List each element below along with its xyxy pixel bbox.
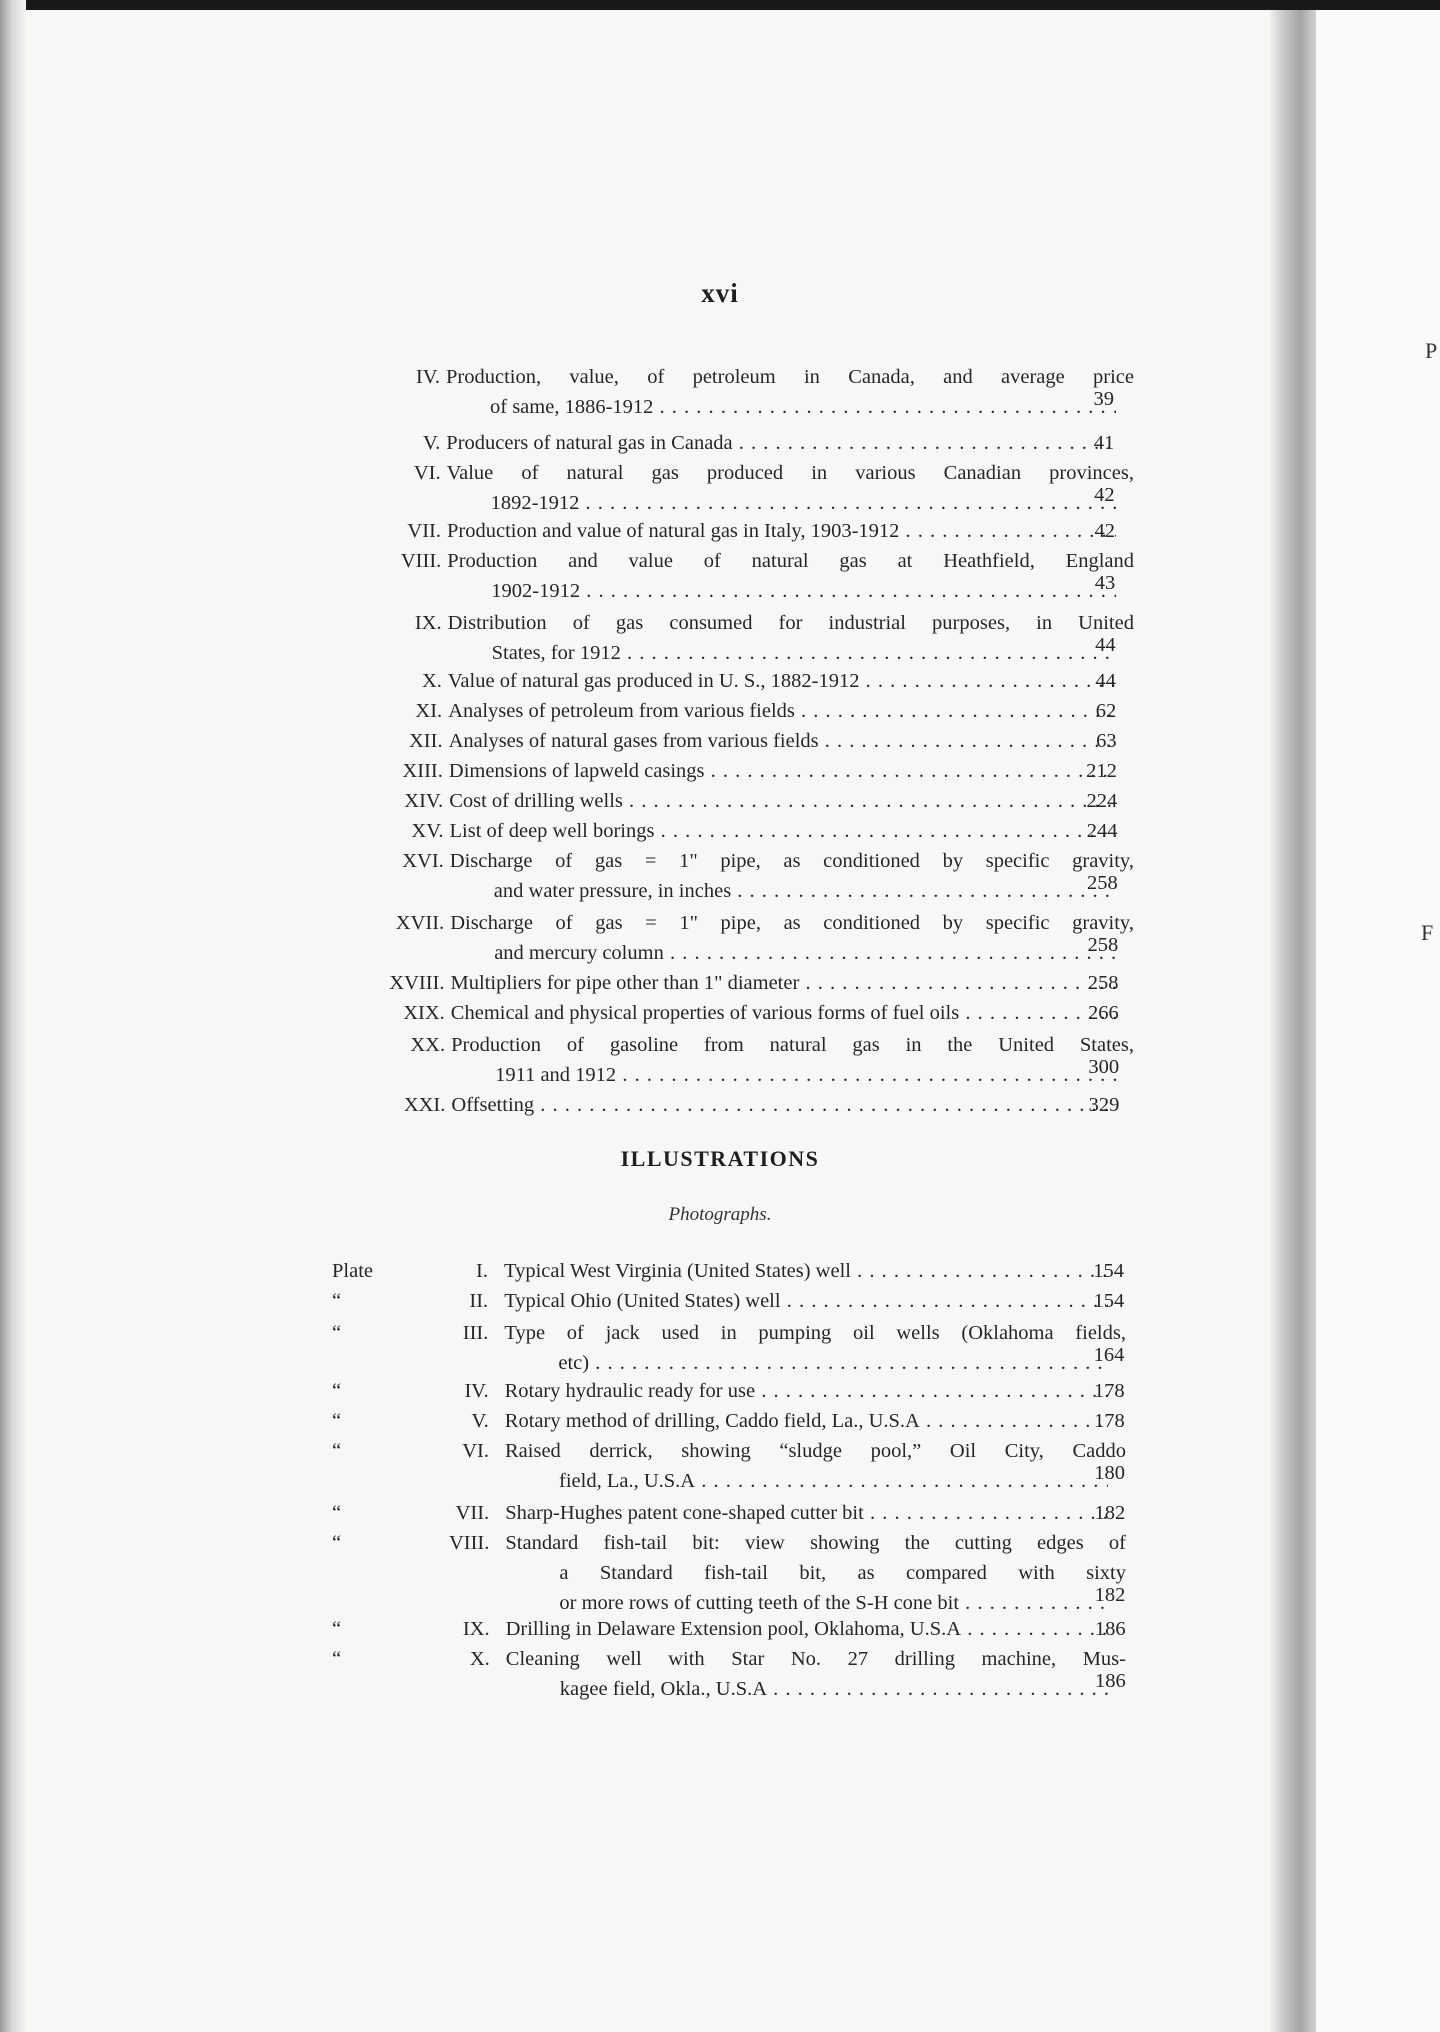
table-entry (0, 696, 1440, 726)
page-ref: 154 (1093, 1260, 1124, 1282)
table-number: VII. (407, 520, 441, 542)
table-entry (0, 1030, 1440, 1090)
page-ref: 258 (1087, 872, 1118, 894)
entry-title-line: Type of jack used in pumping oil wells (Oklahoma fields, (504, 1322, 1126, 1344)
plate-number: IV. (464, 1380, 489, 1402)
page-ref: 182 (1094, 1502, 1126, 1524)
entry-title-line: kagee field, Okla., U.S.A . . . (560, 1674, 1108, 1704)
entry-title-line: Value of natural gas produced in various Canadian provinces, (446, 462, 1134, 484)
section-subtitle: Photographs. (668, 1204, 772, 1225)
table-entry (0, 816, 1440, 846)
plate-entry (0, 1436, 1440, 1496)
plate-label: “ (332, 1502, 342, 1524)
entry-title-line: Drilling in Delaware Extension pool, Oklahoma, U.S.A . . . (506, 1614, 1108, 1644)
table-number: XX. (410, 1034, 446, 1056)
entry-title-line: Typical Ohio (United States) well . . . (504, 1286, 1108, 1316)
entry-title-line: Sharp-Hughes patent cone-shaped cutter bit . . . (505, 1498, 1108, 1528)
entry-title-line: Analyses of natural gases from various fields . . . (449, 726, 1116, 756)
page-ref: 62 (1095, 700, 1117, 722)
table-entry (0, 968, 1440, 998)
plate-number: VI. (462, 1440, 489, 1462)
table-number: VI. (413, 462, 441, 484)
entry-title-line: Rotary method of drilling, Caddo field, La., U.S.A . . . (505, 1406, 1108, 1436)
plate-entry (0, 1256, 1440, 1286)
page-ref: 154 (1093, 1290, 1125, 1312)
table-entry (0, 428, 1440, 458)
page-ref: 224 (1086, 790, 1118, 812)
entry-title-line: or more rows of cutting teeth of the S-H cone bit . . . (559, 1588, 1108, 1618)
table-number: XV. (411, 820, 444, 842)
table-entry (0, 756, 1440, 786)
plate-entry (0, 1528, 1440, 1618)
page-ref: 42 (1094, 484, 1115, 506)
page-ref: 178 (1093, 1380, 1125, 1402)
facing-page-letter: F (1421, 920, 1434, 945)
plate-number: VII. (455, 1502, 490, 1524)
entry-title-line: 1911 and 1912 . . . (495, 1060, 1116, 1090)
table-number: XIV. (404, 790, 444, 812)
page-ref: 180 (1094, 1462, 1125, 1484)
page-ref: 182 (1094, 1584, 1126, 1606)
table-entry (0, 726, 1440, 756)
plate-label: “ (332, 1440, 342, 1462)
table-entry (0, 666, 1440, 696)
table-number: XVII. (395, 912, 445, 934)
page-ref: 43 (1094, 572, 1116, 594)
page-ref: 44 (1095, 670, 1116, 692)
plate-number: I. (476, 1260, 488, 1282)
plate-number: II. (469, 1290, 489, 1312)
entry-title-line: etc) . . . (558, 1348, 1108, 1378)
plate-label: “ (332, 1322, 342, 1344)
plate-label: Plate (332, 1260, 373, 1282)
table-entry (0, 846, 1440, 906)
entry-title-line: Discharge of gas = 1" pipe, as conditioned by specific gravity, (449, 850, 1134, 872)
entry-title-line: a Standard fish-tail bit, as compared with sixty (559, 1562, 1126, 1584)
plate-entry (0, 1376, 1440, 1406)
table-number: IV. (415, 366, 440, 388)
page-ref: 186 (1095, 1670, 1126, 1692)
page-ref: 41 (1093, 432, 1115, 454)
entry-title-line: Production, value, of petroleum in Canada, and average price (446, 366, 1134, 388)
entry-title-line: Production and value of natural gas at Heathfield, England (447, 550, 1134, 572)
table-entry (0, 516, 1440, 546)
entry-title-line: Multipliers for pipe other than 1" diameter . . . (451, 968, 1117, 998)
entry-title-line: 1902-1912 . . . (491, 576, 1116, 606)
plate-entry (0, 1614, 1440, 1644)
table-number: IX. (414, 612, 442, 634)
entry-title-line: States, for 1912 . . . (492, 638, 1116, 668)
plate-number: IX. (462, 1618, 490, 1640)
table-number: XII. (409, 730, 443, 752)
page-ref: 266 (1088, 1002, 1119, 1024)
table-number: XIX. (403, 1002, 445, 1024)
entry-title-line: field, La., U.S.A . . . (559, 1466, 1108, 1496)
entry-title-line: and water pressure, in inches . . . (494, 876, 1116, 906)
entry-title-line: and mercury column . . . (494, 938, 1116, 968)
table-number: XIII. (402, 760, 443, 782)
page-ref: 258 (1087, 972, 1119, 994)
entry-title-line: Cleaning well with Star No. 27 drilling machine, Mus- (505, 1648, 1126, 1670)
table-entry (0, 608, 1440, 668)
page-ref: 42 (1094, 520, 1115, 542)
entry-title-line: of same, 1886-1912 . . . (490, 392, 1116, 422)
plate-entry (0, 1406, 1440, 1436)
entry-title-line: Production and value of natural gas in Italy, 1903-1912 . . . (447, 516, 1116, 546)
table-entry (0, 546, 1440, 606)
entry-title-line: Discharge of gas = 1" pipe, as conditioned by specific gravity, (450, 912, 1134, 934)
plate-number: III. (462, 1322, 489, 1344)
plate-label: “ (332, 1380, 342, 1402)
plate-label: “ (332, 1648, 342, 1670)
plate-label: “ (332, 1410, 342, 1432)
table-number: XVIII. (389, 972, 445, 994)
entry-title-line: Distribution of gas consumed for industrial purposes, in United (447, 612, 1134, 634)
entry-title-line: List of deep well borings . . . (450, 816, 1117, 846)
plate-label: “ (332, 1618, 342, 1640)
page-ref: 244 (1086, 820, 1118, 842)
page-ref: 212 (1086, 760, 1117, 782)
plate-entry (0, 1644, 1440, 1704)
table-entry (0, 458, 1440, 518)
page-ref: 186 (1094, 1618, 1126, 1640)
facing-page-letter: P (1425, 338, 1438, 363)
plate-number: X. (469, 1648, 490, 1670)
page-ref: 300 (1088, 1056, 1120, 1078)
entry-title-line: Typical West Virginia (United States) well . . . (504, 1256, 1108, 1286)
table-number: VIII. (400, 550, 442, 572)
entry-title-line: Value of natural gas produced in U. S., 1882-1912 . . . (448, 666, 1116, 696)
entry-title-line: Analyses of petroleum from various fields . . . (448, 696, 1116, 726)
page-ref: 258 (1087, 934, 1119, 956)
plate-label: “ (332, 1290, 342, 1312)
table-entry (0, 998, 1440, 1028)
entry-title-line: Standard fish-tail bit: view showing the cutting edges of (505, 1532, 1126, 1554)
table-number: XI. (415, 700, 443, 722)
entry-title-line: Production of gasoline from natural gas in the United States, (451, 1034, 1134, 1056)
entry-title-line: Chemical and physical properties of various forms of fuel oils . . . (451, 998, 1116, 1028)
page-number: xvi (701, 278, 739, 308)
table-number: X. (421, 670, 442, 692)
table-entry (0, 362, 1440, 422)
table-number: XVI. (402, 850, 444, 872)
entry-title-line: Raised derrick, showing “sludge pool,” Oil City, Caddo (505, 1440, 1126, 1462)
table-number: XXI. (403, 1094, 446, 1116)
plate-label: “ (332, 1532, 342, 1554)
entry-title-line: Producers of natural gas in Canada . . . (446, 428, 1116, 458)
page-ref: 178 (1094, 1410, 1125, 1432)
entry-title-line: Offsetting . . . (451, 1090, 1116, 1120)
entry-title-line: 1892-1912 . . . (491, 488, 1116, 518)
plate-entry (0, 1498, 1440, 1528)
page-ref: 39 (1093, 388, 1114, 410)
table-entry (0, 1090, 1440, 1120)
page-ref: 329 (1088, 1094, 1120, 1116)
page-ref: 63 (1096, 730, 1117, 752)
entry-title-line: Dimensions of lapweld casings . . . (449, 756, 1116, 786)
table-entry (0, 786, 1440, 816)
plate-entry (0, 1286, 1440, 1316)
page-ref: 164 (1093, 1344, 1125, 1366)
page-ref: 44 (1095, 634, 1116, 656)
table-number: V. (423, 432, 441, 454)
plate-number: V. (471, 1410, 489, 1432)
plate-number: VIII. (448, 1532, 490, 1554)
entry-title-line: Rotary hydraulic ready for use . . . (505, 1376, 1108, 1406)
section-title: ILLUSTRATIONS (620, 1146, 820, 1171)
plate-entry (0, 1318, 1440, 1378)
table-entry (0, 908, 1440, 968)
entry-title-line: Cost of drilling wells . . . (449, 786, 1116, 816)
